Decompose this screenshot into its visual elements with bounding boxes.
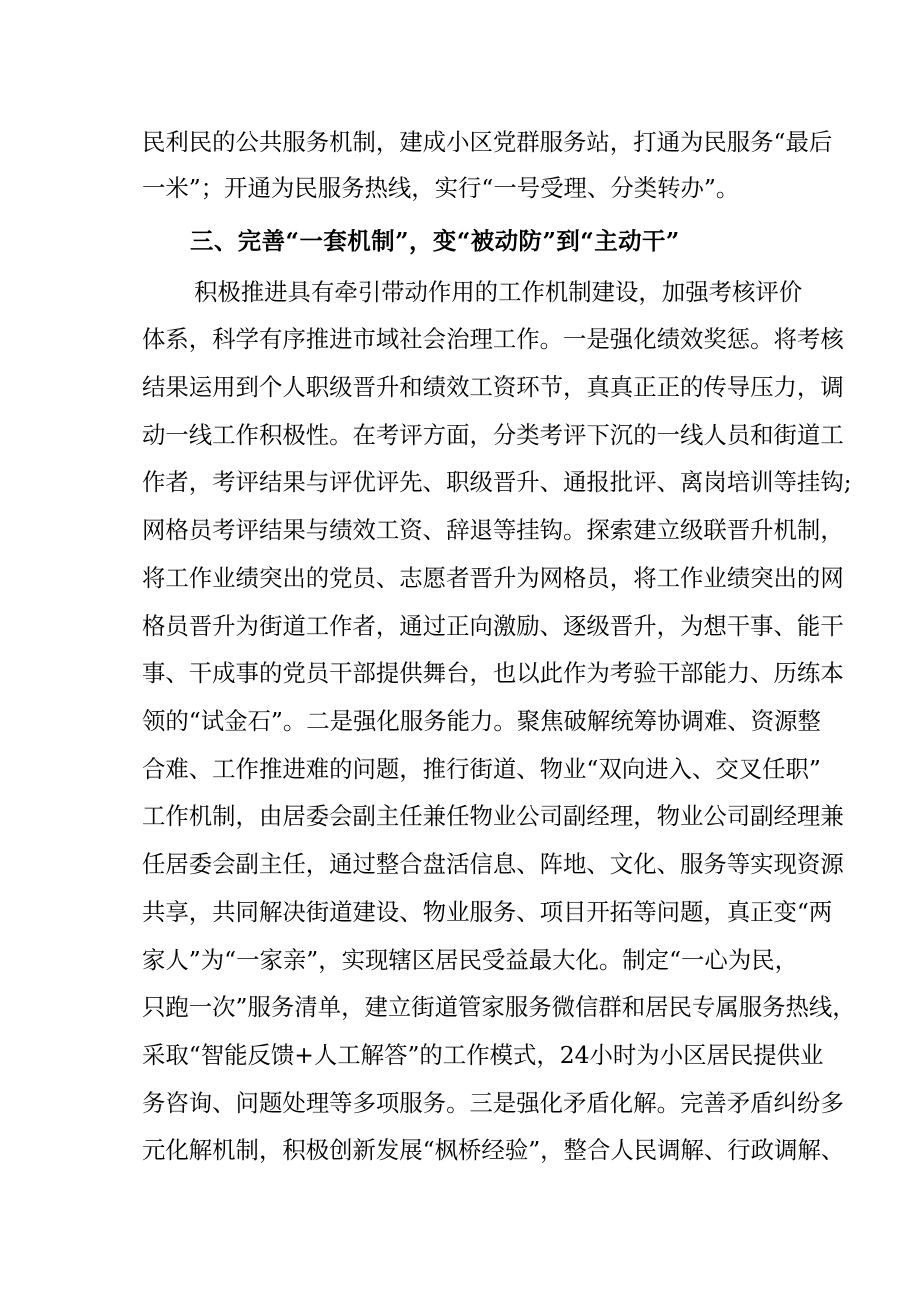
section-heading: 三、完善“一套机制”，变“被动防”到“主动干” (190, 227, 680, 255)
paragraph-line: 共享，共同解决街道建设、物业服务、项目开拓等问题，真正变“两 (142, 898, 833, 926)
paragraph-line: 网格员考评结果与绩效工资、辞退等挂钩。探索建立级联晋升机制， (142, 516, 844, 544)
paragraph-line: 领的“试金石”。二是强化服务能力。聚焦破解统筹协调难、资源整 (142, 707, 821, 735)
paragraph-line: 任居委会副主任，通过整合盘活信息、阵地、文化、服务等实现资源 (142, 850, 844, 878)
paragraph-line: 只跑一次”服务清单，建立街道管家服务微信群和居民专属服务热线， (142, 993, 856, 1021)
paragraph-line: 采取“智能反馈+人工解答”的工作模式，24小时为小区居民提供业 (142, 1041, 824, 1069)
paragraph-line: 合难、工作推进难的问题，推行街道、物业“双向进入、交叉任职” (142, 755, 821, 783)
paragraph-line: 结果运用到个人职级晋升和绩效工资环节，真真正正的传导压力，调 (142, 373, 844, 401)
paragraph-line: 家人”为“一家亲”，实现辖区居民受益最大化。制定“一心为民， (142, 946, 798, 974)
paragraph-line: 将工作业绩突出的党员、志愿者晋升为网格员，将工作业绩突出的网 (142, 564, 844, 592)
paragraph-line: 务咨询、问题处理等多项服务。三是强化矛盾化解。完善矛盾纠纷多 (142, 1089, 844, 1117)
paragraph-line: 工作机制，由居委会副主任兼任物业公司副经理，物业公司副经理兼 (142, 802, 844, 830)
paragraph-line: 民利民的公共服务机制，建成小区党群服务站，打通为民服务“最后 (142, 128, 833, 156)
paragraph-line: 体系，科学有序推进市域社会治理工作。一是强化绩效奖惩。将考核 (142, 325, 844, 353)
paragraph-line: 作者，考评结果与评优评先、职级晋升、通报批评、离岗培训等挂钩; (142, 468, 852, 496)
paragraph-line: 事、干成事的党员干部提供舞台，也以此作为考验干部能力、历练本 (142, 659, 844, 687)
paragraph-line: 格员晋升为街道工作者，通过正向激励、逐级晋升，为想干事、能干 (142, 612, 844, 640)
paragraph-line: 一米”；开通为民服务热线，实行“一号受理、分类转办”。 (142, 174, 740, 202)
paragraph-line: 动一线工作积极性。在考评方面，分类考评下沉的一线人员和街道工 (142, 421, 844, 449)
paragraph-line: 积极推进具有牵引带动作用的工作机制建设，加强考核评价 (194, 278, 803, 306)
paragraph-line: 元化解机制，积极创新发展“枫桥经验”，整合人民调解、行政调解、 (142, 1136, 845, 1164)
